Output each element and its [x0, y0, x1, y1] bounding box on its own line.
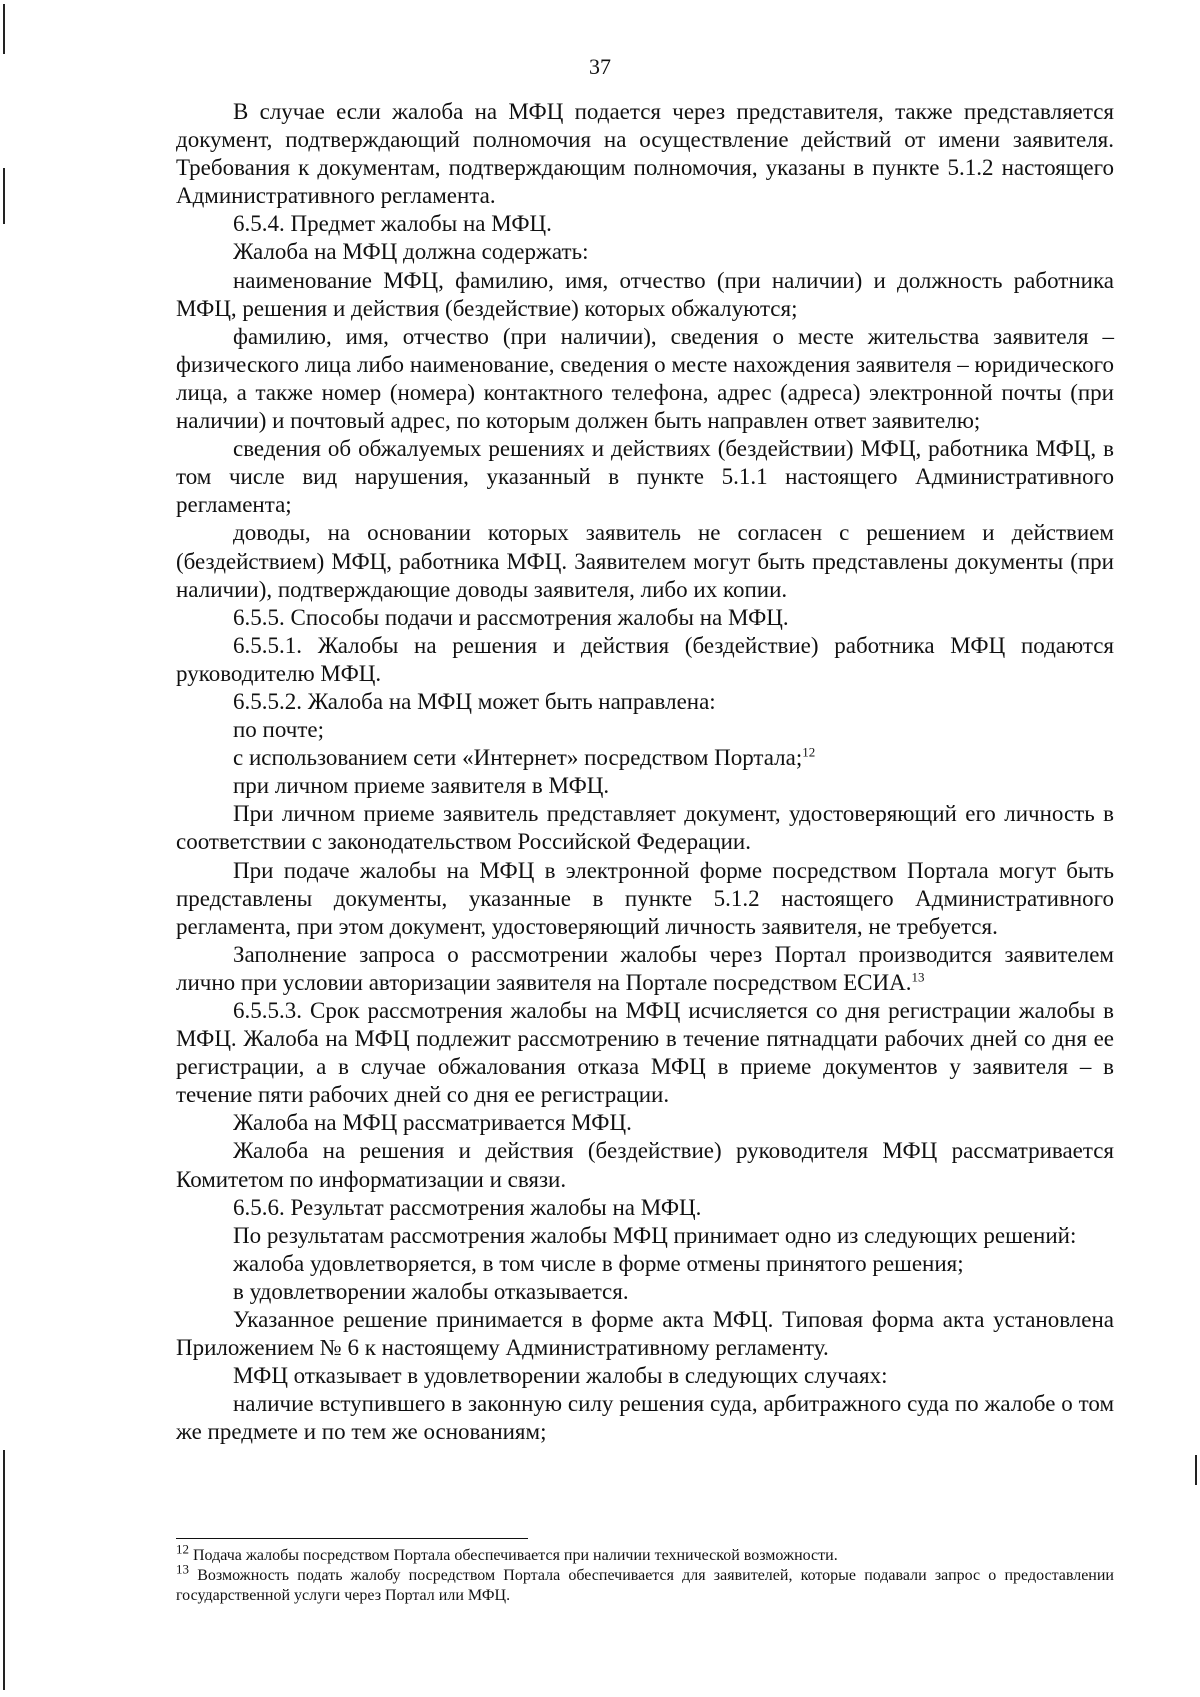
- list-item: наличие вступившего в законную силу решения суда, арбитражного суда по жалобе о том же предмете и по тем же основаниям;: [176, 1391, 1114, 1445]
- footnote: [176, 1561, 1114, 1606]
- section-heading: 6.5.5. Способы подачи и рассмотрения жалобы на МФЦ.: [233, 604, 789, 630]
- footnotes: [176, 1541, 1114, 1606]
- footnote-text: Возможность подать жалобу посредством Портала обеспечивается для заявителей, которые подавали запрос о предоставлении государственной услуги через Портал или МФЦ.: [176, 1567, 1114, 1604]
- list-item: жалоба удовлетворяется, в том числе в форме отмены принятого решения;: [233, 1250, 964, 1276]
- list-item: в удовлетворении жалобы отказывается.: [233, 1278, 629, 1304]
- paragraph: [176, 941, 1114, 997]
- scan-mark: [3, 168, 5, 224]
- page-number: 37: [589, 54, 611, 79]
- list-item: наименование МФЦ, фамилию, имя, отчество (при наличии) и должность работника МФЦ, решения и действия (бездействие) которых обжалуются;: [176, 267, 1114, 321]
- paragraph-text: с использованием сети «Интернет» посредством Портала;: [233, 745, 803, 771]
- paragraph: МФЦ отказывает в удовлетворении жалобы в следующих случаях:: [233, 1363, 888, 1389]
- paragraph-text: Заполнение запроса о рассмотрении жалобы через Портал производится заявителем лично при условии авторизации заявителя на Портале посредством ЕСИА.: [176, 941, 1114, 995]
- paragraph: Жалоба на решения и действия (бездействие) руководителя МФЦ рассматривается Комитетом по информатизации и связи.: [176, 1138, 1114, 1192]
- paragraph: При личном приеме заявитель представляет документ, удостоверяющий его личность в соответствии с законодательством Российской Федерации.: [176, 801, 1114, 855]
- list-item: сведения об обжалуемых решениях и действиях (бездействии) МФЦ, работника МФЦ, в том числе вид нарушения, указанный в пункте 5.1.1 настоящего Административного регламента;: [176, 436, 1114, 518]
- paragraph: 6.5.5.3. Срок рассмотрения жалобы на МФЦ исчисляется со дня регистрации жалобы в МФЦ. Жалоба на МФЦ подлежит рассмотрению в течение пятнадцати рабочих дней со дня ее регистрации, а в случае обжалования отказа МФЦ в приеме документов у заявителя – в течение пяти рабочих дней со дня ее регистрации.: [176, 998, 1114, 1108]
- paragraph: В случае если жалоба на МФЦ подается через представителя, также представляется документ, подтверждающий полномочия на осуществление действий от имени заявителя. Требования к документам, подтверждающим полномочия, указаны в пункте 5.1.2 настоящего Административного регламента.: [176, 99, 1114, 209]
- list-item: фамилию, имя, отчество (при наличии), сведения о месте жительства заявителя – физического лица либо наименование, сведения о месте нахождения заявителя – юридического лица, а также номер (номера) контактного телефона, адрес (адреса) электронной почты (при наличии) и почтовый адрес, по которым должен быть направлен ответ заявителю;: [176, 323, 1114, 434]
- footnote-mark: 13: [176, 1561, 189, 1577]
- scan-mark: [3, 4, 5, 54]
- paragraph: Указанное решение принимается в форме акта МФЦ. Типовая форма акта установлена Приложением № 6 к настоящему Административному регламенту.: [176, 1307, 1114, 1361]
- paragraph: При подаче жалобы на МФЦ в электронной форме посредством Портала могут быть представлены документы, указанные в пункте 5.1.2 настоящего Административного регламента, при этом документ, удостоверяющий личность заявителя, не требуется.: [176, 857, 1114, 939]
- scan-mark: [1195, 1455, 1197, 1485]
- footnote-text: Подача жалобы посредством Портала обеспечивается при наличии технической возможности.: [193, 1547, 838, 1564]
- list-item: доводы, на основании которых заявитель не согласен с решением и действием (бездействием) МФЦ, работника МФЦ. Заявителем могут быть представлены документы (при наличии), подтверждающие доводы заявителя, либо их копии.: [176, 520, 1114, 602]
- scan-mark: [3, 1450, 5, 1690]
- document-body: [176, 98, 1114, 1447]
- footnote-separator: [176, 1538, 528, 1539]
- paragraph: 6.5.5.1. Жалобы на решения и действия (бездействие) работника МФЦ подаются руководителю МФЦ.: [176, 632, 1114, 686]
- paragraph: Жалоба на МФЦ рассматривается МФЦ.: [233, 1110, 632, 1136]
- list-item: при личном приеме заявителя в МФЦ.: [233, 773, 610, 799]
- paragraph: По результатам рассмотрения жалобы МФЦ принимает одно из следующих решений:: [233, 1222, 1077, 1248]
- list-item: по почте;: [233, 717, 324, 743]
- footnote-mark: 12: [176, 1541, 189, 1557]
- section-heading: 6.5.6. Результат рассмотрения жалобы на МФЦ.: [233, 1194, 702, 1220]
- footnote-ref[interactable]: 12: [802, 744, 816, 760]
- footnote-ref[interactable]: 13: [911, 969, 925, 985]
- paragraph: Жалоба на МФЦ должна содержать:: [233, 239, 589, 265]
- list-item: [176, 744, 1114, 772]
- section-heading: 6.5.4. Предмет жалобы на МФЦ.: [233, 211, 552, 237]
- paragraph: 6.5.5.2. Жалоба на МФЦ может быть направлена:: [233, 688, 716, 714]
- footnote: [176, 1541, 1114, 1566]
